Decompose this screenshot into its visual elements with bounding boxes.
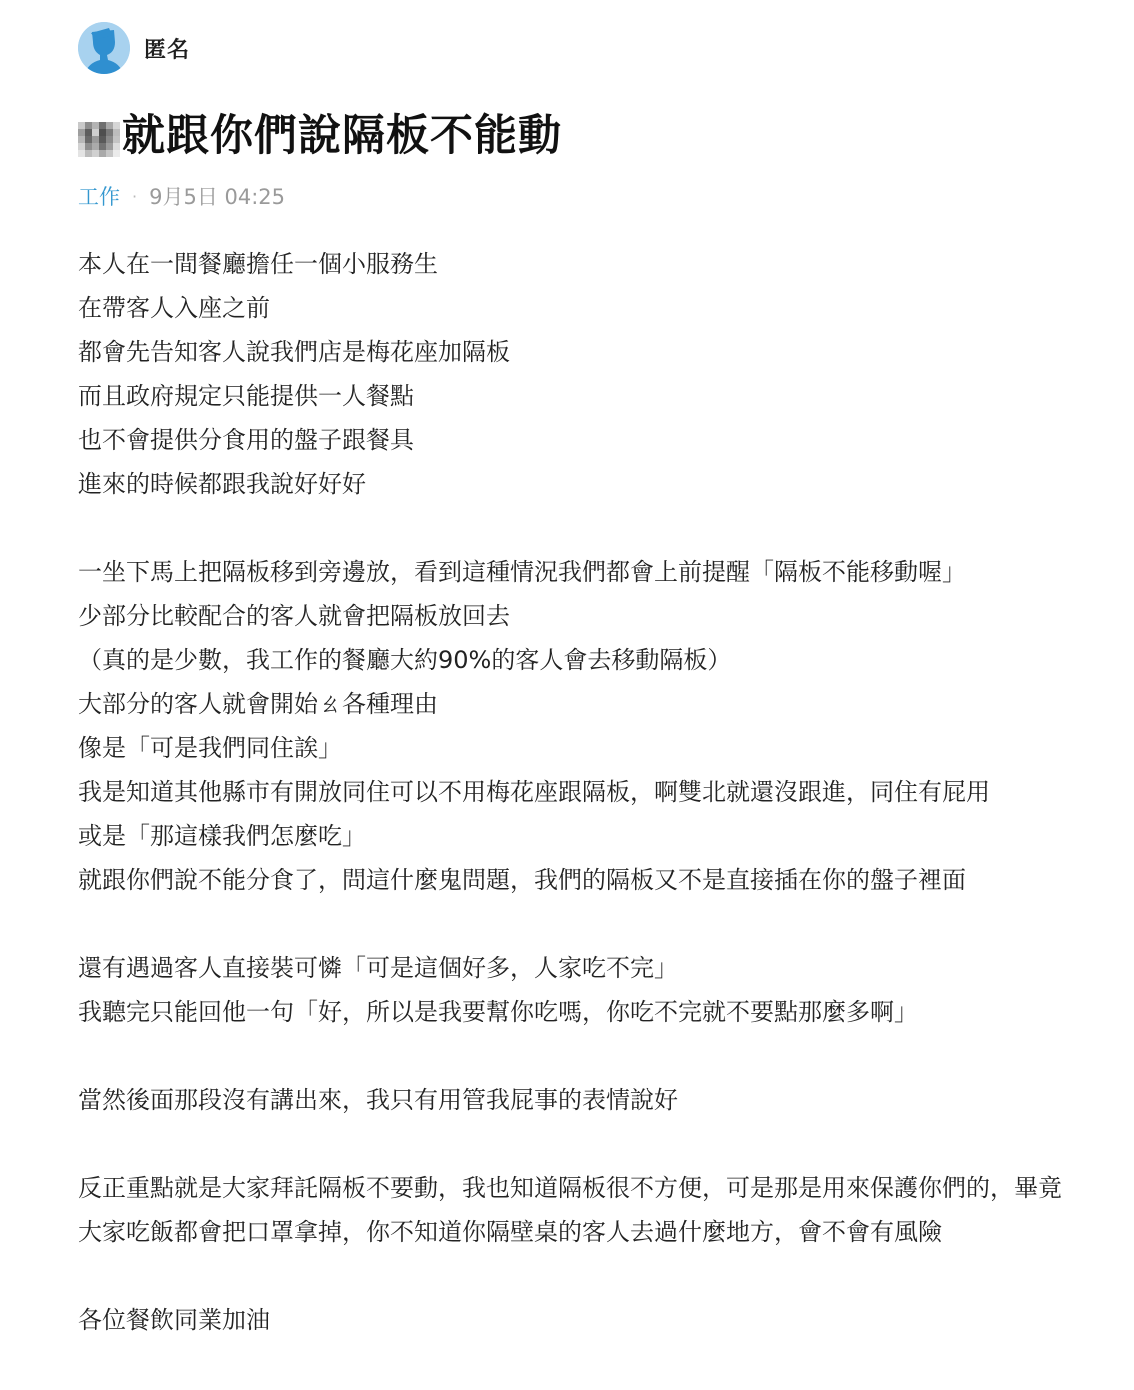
paragraph-spacer [78, 506, 1068, 550]
body-text-line: 或是「那這樣我們怎麼吃」 [78, 822, 366, 850]
body-text-line: 進來的時候都跟我說好好好 [78, 470, 366, 498]
body-text-line: 而且政府規定只能提供一人餐點 [78, 382, 414, 410]
body-text-line: 當然後面那段沒有講出來，我只有用管我屁事的表情說好 [78, 1086, 678, 1114]
body-text-line: （真的是少數，我工作的餐廳大約90%的客人會去移動隔板） [78, 646, 732, 674]
paragraph-spacer [78, 1034, 1068, 1078]
post-meta [78, 180, 285, 212]
body-text-line: 本人在一間餐廳擔任一個小服務生 [78, 250, 438, 278]
body-text-line: 各位餐飲同業加油 [78, 1306, 270, 1334]
post-category-link[interactable]: 工作 [78, 185, 120, 209]
body-text-line: 在帶客人入座之前 [78, 294, 270, 322]
body-text-line: 都會先告知客人說我們店是梅花座加隔板 [78, 338, 510, 366]
body-text-line: 少部分比較配合的客人就會把隔板放回去 [78, 602, 510, 630]
post-title: 就跟你們說隔板不能動 [122, 111, 562, 161]
body-text-line: 一坐下馬上把隔板移到旁邊放，看到這種情況我們都會上前提醒「隔板不能移動喔」 [78, 558, 966, 586]
anonymous-user-icon[interactable] [78, 22, 130, 74]
body-text-line: 像是「可是我們同住誒」 [78, 734, 342, 762]
body-text-line: 反正重點就是大家拜託隔板不要動，我也知道隔板很不方便，可是那是用來保護你們的，畢竟大家吃飯都會把口罩拿掉，你不知道你隔壁桌的客人去過什麼地方，會不會有風險 [78, 1174, 1062, 1246]
paragraph-spacer [78, 1122, 1068, 1166]
body-text-line: 還有遇過客人直接裝可憐「可是這個好多，人家吃不完」 [78, 954, 678, 982]
body-text-line: 就跟你們說不能分食了，問這什麼鬼問題，我們的隔板又不是直接插在你的盤子裡面 [78, 866, 966, 894]
post-content [78, 242, 1068, 1342]
body-text-line: 也不會提供分食用的盤子跟餐具 [78, 426, 414, 454]
body-text-line: 我是知道其他縣市有開放同住可以不用梅花座跟隔板，啊雙北就還沒跟進，同住有屁用 [78, 778, 990, 806]
meta-separator: · [132, 186, 138, 206]
post-timestamp: 9月5日 04:25 [149, 185, 286, 209]
body-text-line: 我聽完只能回他一句「好，所以是我要幫你吃嗎，你吃不完就不要點那麼多啊」 [78, 998, 918, 1026]
author-name[interactable]: 匿名 [144, 37, 191, 63]
paragraph-spacer [78, 1254, 1068, 1298]
body-text-line: 大部分的客人就會開始ㄠ各種理由 [78, 690, 438, 718]
post-title-row [78, 106, 562, 166]
censored-pixel-block [78, 114, 120, 158]
paragraph-spacer [78, 902, 1068, 946]
author-header [78, 22, 190, 74]
